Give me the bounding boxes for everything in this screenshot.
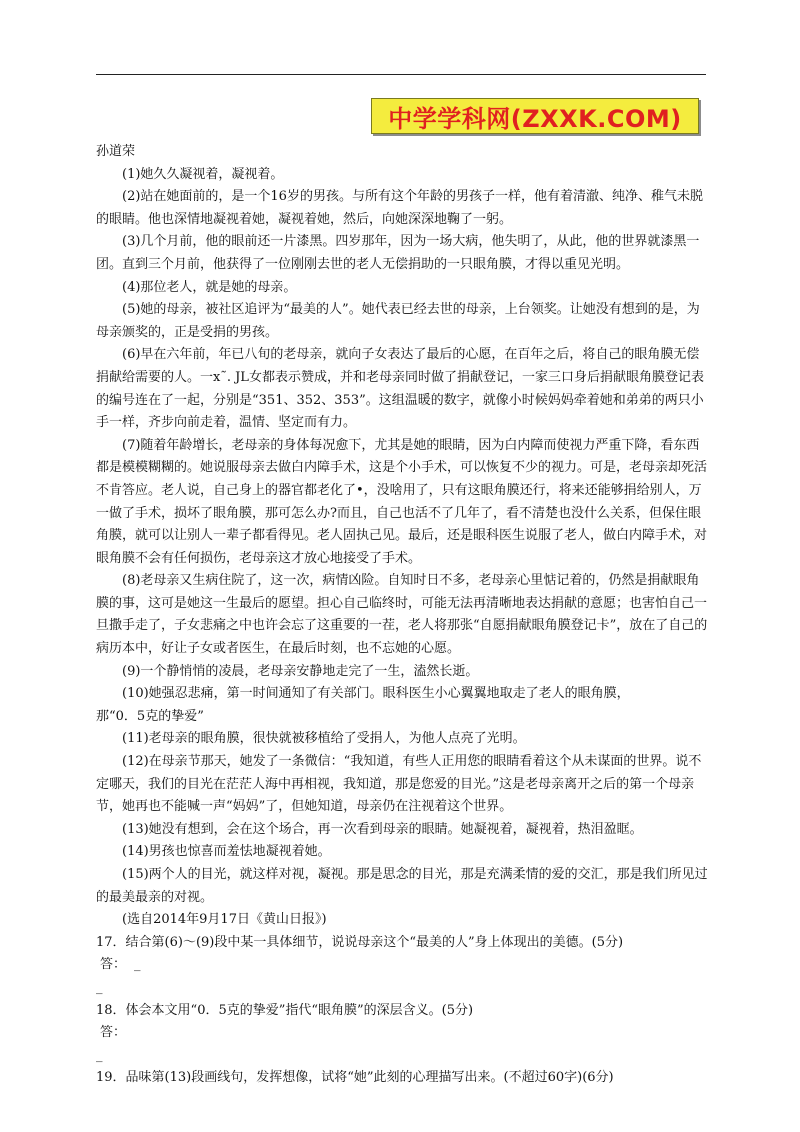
header-rule [96,74,706,75]
paragraph-11: (11)老母亲的眼角膜，很快就被移植给了受捐人，为他人点亮了光明。 [122,731,526,747]
answer-label: 答： [100,957,127,973]
answer-17[interactable] [100,954,708,977]
paragraph-1: (1)她久久凝视着，凝视着。 [122,166,284,182]
paragraph-7: (7)随着年龄增长，老母亲的身体每况愈下，尤其是她的眼睛，因为白内障而使视力严重下降，看东西都是模模糊糊的。她说服母亲去做白内障手术，这是个小手术，可以恢复不少的视力。可是，老母亲却死活不肯答应。老人说，自己身上的器官都老化了•，没啥用了，只有这眼角膜还行，将来还能够捐给别人，万一做了手术，损坏了眼角膜，那可怎么办?而且，自己也活不了几年了，看不清楚也没什么关系，但保住眼角膜，就可以让别人一辈子都看得见。老人固执己见。最后，还是眼科医生说服了老人，做白内障手术，对眼角膜不会有任何损伤，老母亲这才放心地接受了手术。 [96,437,708,566]
author-line: 孙道荣 [96,144,136,159]
answer-17-trail: _ [96,979,103,995]
paragraph-10: (10)她强忍悲痛，第一时间通知了有关部门。眼科医生小心翼翼地取走了老人的眼角膜， [122,686,630,702]
paragraph-3: (3)几个月前，他的眼前还一片漆黑。四岁那年，因为一场大病，他失明了，从此，他的世界就漆黑一团。直到三个月前，他获得了一位刚刚去世的老人无偿捐助的一只眼角膜，才得以重见光明。 [96,234,700,272]
paragraph-13: (13)她没有想到，会在这个场合，再一次看到母亲的眼睛。她凝视着，凝视着，热泪盈眶。 [122,821,643,837]
paragraph-8: (8)老母亲又生病住院了，这一次，病情凶险。自知时日不多，老母亲心里惦记着的，仍然是捐献眼角膜的事，这可是她这一生最后的愿望。担心自己临终时，可能无法再清晰地表达捐献的意愿；也害怕自己一旦撒手走了，子女悲痛之中也许会忘了这重要的一茬，老人将那张“自愿捐献眼角膜登记卡”，放在了自己的病历本中，好让子女或者医生，在最后时刻，也不忘她的心愿。 [96,573,708,657]
question-19: 19．品味第(13)段画线句，发挥想像，试将“她”此刻的心理描写出来。(不超过60字)(6分) [96,1070,614,1086]
paragraph-12: (12)在母亲节那天，她发了一条微信：“我知道，有些人正用您的眼睛看着这个从未谋面的世界。说不定哪天，我们的目光在茫茫人海中再相视，我知道，那是您爱的目光。”这是老母亲离开之后的第一个母亲节，她再也不能喊一声“妈妈”了，但她知道，母亲仍在注视着这个世界。 [96,754,702,815]
answer-label: 答： [100,1025,127,1041]
paragraph-14: (14)男孩也惊喜而羞怯地凝视着她。 [122,844,331,860]
paragraph-6: (6)早在六年前，年已八旬的老母亲，就向子女表达了最后的心愿，在百年之后，将自己的眼角膜无偿捐献给需要的人。一x˜. JL女都表示赞成，并和老母亲同时做了捐献登记，一家三口身后捐献眼角膜登记表的编号连在了一起，分别是“351、352、353”。这组温暖的数字，就像小时候妈妈牵着她和弟弟的两只小手一样，齐步向前走着，温情、坚定而有力。 [96,347,704,431]
source-note: (选自2014年9月17日《黄山日报》) [122,912,327,928]
site-logo [371,98,699,134]
document-body [96,141,708,1090]
paragraph-4: (4)那位老人，就是她的母亲。 [122,279,297,295]
question-17: 17．结合第(6)～(9)段中某一具体细节，说说母亲这个“最美的人”身上体现出的美德。(5分) [96,934,624,950]
answer-18-trail: _ [96,1047,103,1063]
paragraph-5: (5)她的母亲，被社区追评为“最美的人”。她代表已经去世的母亲，上台领奖。让她没有想到的是，为母亲颁奖的，正是受捐的男孩。 [96,302,700,340]
paragraph-15: (15)两个人的目光，就这样对视，凝视。那是思念的目光，那是充满柔情的爱的交汇，那是我们所见过的最美最亲的对视。 [96,867,708,905]
paragraph-10-continued: 那“0．5克的挚爱” [96,708,204,724]
answer-18[interactable] [100,1022,708,1045]
logo-text: 中学学科网(ZXXK.COM) [388,104,682,133]
question-18: 18．体会本文用“0．5克的挚爱”指代“眼角膜”的深层含义。(5分) [96,1002,474,1018]
paragraph-2: (2)站在她面前的，是一个16岁的男孩。与所有这个年龄的男孩子一样，他有着清澈、纯净、稚气未脱的眼睛。他也深情地凝视着她，凝视着她，然后，向她深深地鞠了一躬。 [96,189,703,227]
paragraph-9: (9)一个静悄悄的凌晨，老母亲安静地走完了一生，溘然长逝。 [122,663,479,679]
answer-blank: _ [134,957,141,973]
